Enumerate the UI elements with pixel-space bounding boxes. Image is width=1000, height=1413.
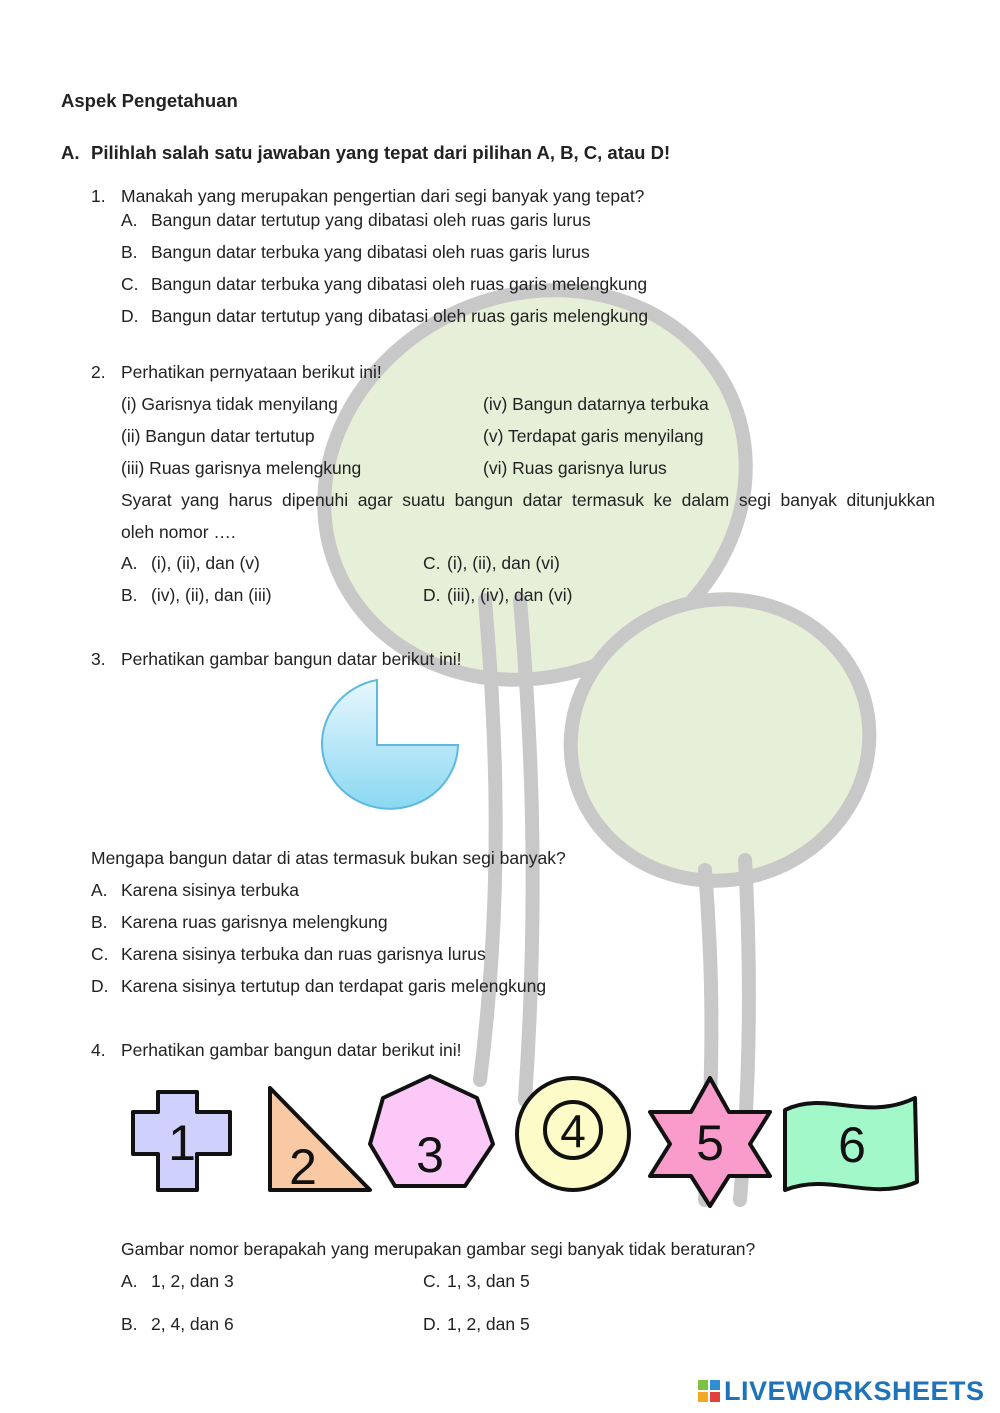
option-letter: D.	[423, 585, 441, 605]
shape-3-label: 3	[416, 1127, 444, 1183]
option-text: (iv), (ii), dan (iii)	[151, 585, 272, 605]
option-text: Karena sisinya terbuka	[121, 880, 300, 900]
statement-i: (i) Garisnya tidak menyilang	[121, 394, 338, 414]
question-4-text: Perhatikan gambar bangun datar berikut ini!	[121, 1040, 462, 1060]
statement-ii: (ii) Bangun datar tertutup	[121, 426, 315, 446]
option-letter: A.	[121, 553, 138, 573]
option-text: 1, 2, dan 5	[447, 1314, 530, 1334]
option-text: Karena ruas garisnya melengkung	[121, 912, 388, 932]
question-2-prompt-line1: Syarat yang harus dipenuhi agar suatu bangun datar termasuk ke dalam segi banyak ditunjukkan	[121, 490, 935, 510]
option-letter: D.	[91, 976, 109, 996]
question-2-text: Perhatikan pernyataan berikut ini!	[121, 362, 382, 382]
option-letter: A.	[121, 210, 138, 230]
section-instruction: Pilihlah salah satu jawaban yang tepat dari pilihan A, B, C, atau D!	[91, 142, 671, 163]
pacman-shape-figure	[290, 675, 465, 820]
shape-1-label: 1	[168, 1115, 196, 1171]
option-letter: A.	[121, 1271, 138, 1291]
question-1-number: 1.	[91, 186, 106, 206]
option-text: Karena sisinya tertutup dan terdapat garis melengkung	[121, 976, 547, 996]
statement-v: (v) Terdapat garis menyilang	[483, 426, 704, 446]
option-letter: C.	[121, 274, 139, 294]
statement-iv: (iv) Bangun datarnya terbuka	[483, 394, 709, 414]
question-2-number: 2.	[91, 362, 106, 382]
option-text: (i), (ii), dan (v)	[151, 553, 260, 573]
question-4-prompt: Gambar nomor berapakah yang merupakan gambar segi banyak tidak beraturan?	[121, 1239, 756, 1259]
shape-6-label: 6	[838, 1117, 866, 1173]
option-text: Bangun datar terbuka yang dibatasi oleh ruas garis melengkung	[151, 274, 648, 294]
option-text: 1, 2, dan 3	[151, 1271, 234, 1291]
question-3-text: Perhatikan gambar bangun datar berikut ini!	[121, 649, 462, 669]
option-letter: B.	[121, 242, 138, 262]
question-3-number: 3.	[91, 649, 106, 669]
statement-iii: (iii) Ruas garisnya melengkung	[121, 458, 362, 478]
question-4-number: 4.	[91, 1040, 106, 1060]
liveworksheets-logo-text: LIVEWORKSHEETS	[724, 1376, 985, 1406]
question-2-prompt-line2: oleh nomor ….	[121, 522, 236, 542]
option-letter: C.	[91, 944, 109, 964]
option-letter: B.	[121, 585, 138, 605]
option-text: Karena sisinya terbuka dan ruas garisnya lurus	[121, 944, 486, 964]
option-letter: C.	[423, 1271, 441, 1291]
option-text: Bangun datar tertutup yang dibatasi oleh ruas garis melengkung	[151, 306, 649, 326]
page-heading: Aspek Pengetahuan	[61, 90, 238, 111]
option-text: 1, 3, dan 5	[447, 1271, 530, 1291]
question-1-text: Manakah yang merupakan pengertian dari segi banyak yang tepat?	[121, 186, 645, 206]
liveworksheets-logo-icon	[698, 1380, 720, 1402]
shape-2-label: 2	[289, 1139, 317, 1195]
shape-5-label: 5	[696, 1115, 724, 1171]
option-letter: B.	[91, 912, 108, 932]
section-letter: A.	[61, 142, 80, 163]
option-text: 2, 4, dan 6	[151, 1314, 234, 1334]
shape-4-label: 4	[560, 1105, 586, 1157]
question-3-prompt: Mengapa bangun datar di atas termasuk bukan segi banyak?	[91, 848, 566, 868]
option-letter: D.	[121, 306, 139, 326]
option-text: Bangun datar terbuka yang dibatasi oleh ruas garis lurus	[151, 242, 590, 262]
option-text: (i), (ii), dan (vi)	[447, 553, 560, 573]
option-letter: C.	[423, 553, 441, 573]
option-text: Bangun datar tertutup yang dibatasi oleh ruas garis lurus	[151, 210, 591, 230]
shapes-row-figure	[125, 1072, 925, 1212]
option-letter: B.	[121, 1314, 138, 1334]
option-letter: A.	[91, 880, 108, 900]
option-letter: D.	[423, 1314, 441, 1334]
triangle-shape	[270, 1088, 370, 1190]
option-text: (iii), (iv), dan (vi)	[447, 585, 573, 605]
statement-vi: (vi) Ruas garisnya lurus	[483, 458, 667, 478]
